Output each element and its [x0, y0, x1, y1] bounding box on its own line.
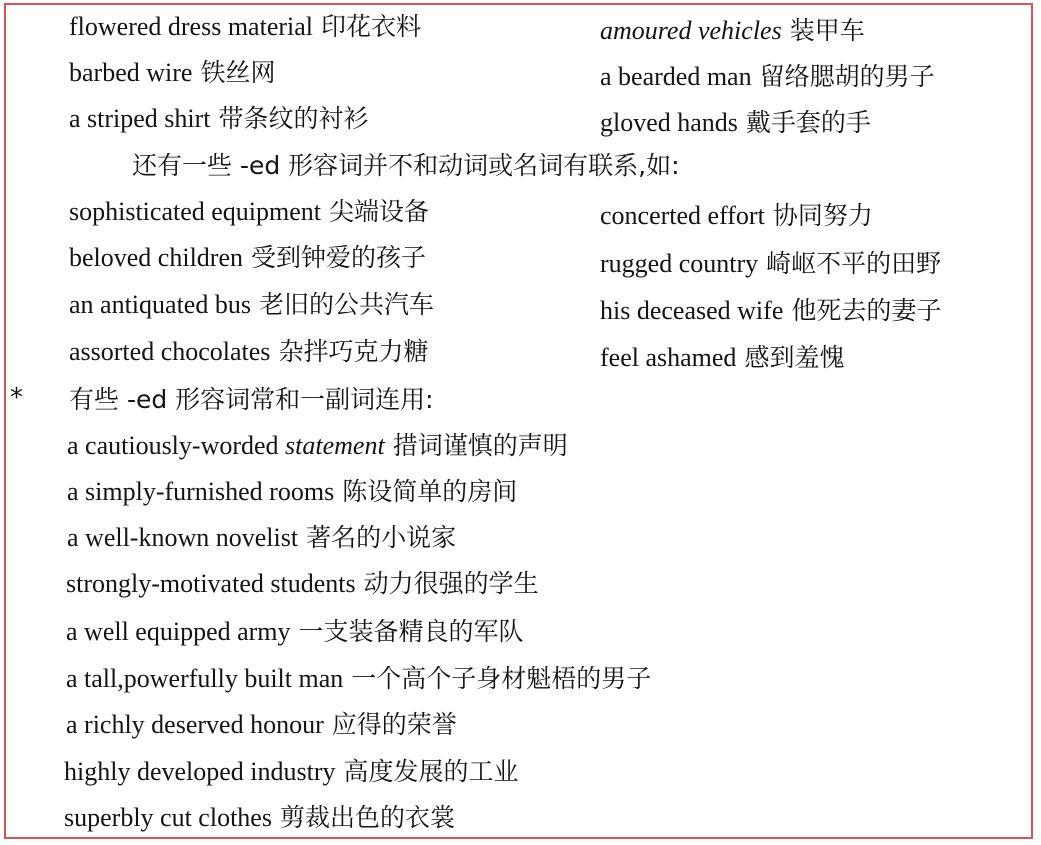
phrase-en: sophisticated equipment — [69, 197, 322, 226]
phrase-item — [64, 757, 519, 787]
phrase-en: a well equipped army — [66, 617, 291, 646]
phrase-en: concerted effort — [600, 201, 765, 230]
phrase-zh: 铁丝网 — [200, 58, 276, 87]
phrase-item — [69, 290, 434, 320]
phrase-en: a well-known novelist — [67, 523, 299, 552]
phrase-item — [69, 58, 275, 88]
note-text: 有些 -ed 形容词常和一副词连用: — [69, 385, 434, 414]
phrase-item — [69, 197, 429, 227]
phrase-item — [600, 201, 873, 231]
phrase-en: an antiquated bus — [69, 290, 251, 319]
phrase-item — [600, 62, 935, 92]
phrase-zh: 老旧的公共汽车 — [258, 290, 434, 319]
phrase-zh: 一个高个子身材魁梧的男子 — [351, 664, 652, 693]
phrase-zh: 著名的小说家 — [306, 523, 457, 552]
phrase-zh: 动力很强的学生 — [363, 569, 539, 598]
phrase-zh: 尖端设备 — [329, 197, 430, 226]
phrase-zh: 杂拌巧克力糖 — [278, 337, 429, 366]
phrase-zh: 高度发展的工业 — [343, 757, 519, 786]
phrase-en: beloved children — [69, 243, 243, 272]
phrase-zh: 协同努力 — [772, 201, 873, 230]
phrase-en: a striped shirt — [69, 104, 211, 133]
note-text: 还有一些 -ed 形容词并不和动词或名词有联系,如: — [132, 151, 680, 180]
phrase-en: a simply-furnished rooms — [67, 477, 335, 506]
phrase-en: a tall,powerfully built man — [66, 664, 344, 693]
phrase-en: a bearded man — [600, 62, 752, 91]
phrase-en: gloved hands — [600, 108, 738, 137]
phrase-zh: 受到钟爱的孩子 — [251, 243, 427, 272]
phrase-en: barbed wire — [69, 58, 193, 87]
phrase-item — [66, 617, 524, 647]
phrase-en: flowered dress material — [69, 12, 314, 41]
phrase-zh: 装甲车 — [789, 16, 865, 45]
phrase-item — [600, 16, 865, 46]
phrase-en: feel ashamed — [600, 343, 737, 372]
phrase-en: his deceased wife — [600, 296, 784, 325]
phrase-zh: 戴手套的手 — [745, 108, 871, 137]
phrase-item — [69, 337, 428, 367]
phrase-en: rugged country — [600, 249, 759, 278]
phrase-en: strongly-motivated students — [66, 569, 356, 598]
phrase-item — [64, 803, 455, 833]
phrase-en: a richly deserved honour — [66, 710, 324, 739]
phrase-item — [66, 664, 651, 694]
phrase-zh: 一支装备精良的军队 — [298, 617, 524, 646]
phrase-item — [600, 108, 871, 138]
phrase-en: a cautiously-worded — [67, 431, 279, 460]
phrase-zh: 带条纹的衬衫 — [218, 104, 369, 133]
phrase-zh: 剪裁出色的衣裳 — [279, 803, 455, 832]
phrase-zh: 措词谨慎的声明 — [392, 431, 568, 460]
phrase-zh: 印花衣料 — [321, 12, 422, 41]
phrase-item — [600, 249, 941, 279]
phrase-zh: 陈设简单的房间 — [342, 477, 518, 506]
phrase-zh: 应得的荣誉 — [331, 710, 457, 739]
phrase-item — [66, 710, 457, 740]
phrase-item — [66, 569, 539, 599]
phrase-en: highly developed industry — [64, 757, 336, 786]
phrase-en-italic: statement — [285, 431, 385, 460]
phrase-zh: 崎岖不平的田野 — [766, 249, 942, 278]
phrase-en: amoured vehicles — [600, 16, 782, 45]
phrase-item — [69, 243, 426, 273]
asterisk-marker: * — [10, 383, 23, 413]
phrase-en: superbly cut clothes — [64, 803, 272, 832]
phrase-item — [69, 104, 369, 134]
phrase-zh: 他死去的妻子 — [791, 296, 942, 325]
phrase-item — [67, 523, 456, 553]
phrase-item — [67, 477, 517, 507]
phrase-zh: 留络腮胡的男子 — [759, 62, 935, 91]
phrase-item — [69, 12, 421, 42]
phrase-en: assorted chocolates — [69, 337, 271, 366]
phrase-item — [600, 343, 844, 373]
phrase-item — [67, 431, 568, 461]
phrase-zh: 感到羞愧 — [744, 343, 845, 372]
phrase-item — [600, 296, 941, 326]
